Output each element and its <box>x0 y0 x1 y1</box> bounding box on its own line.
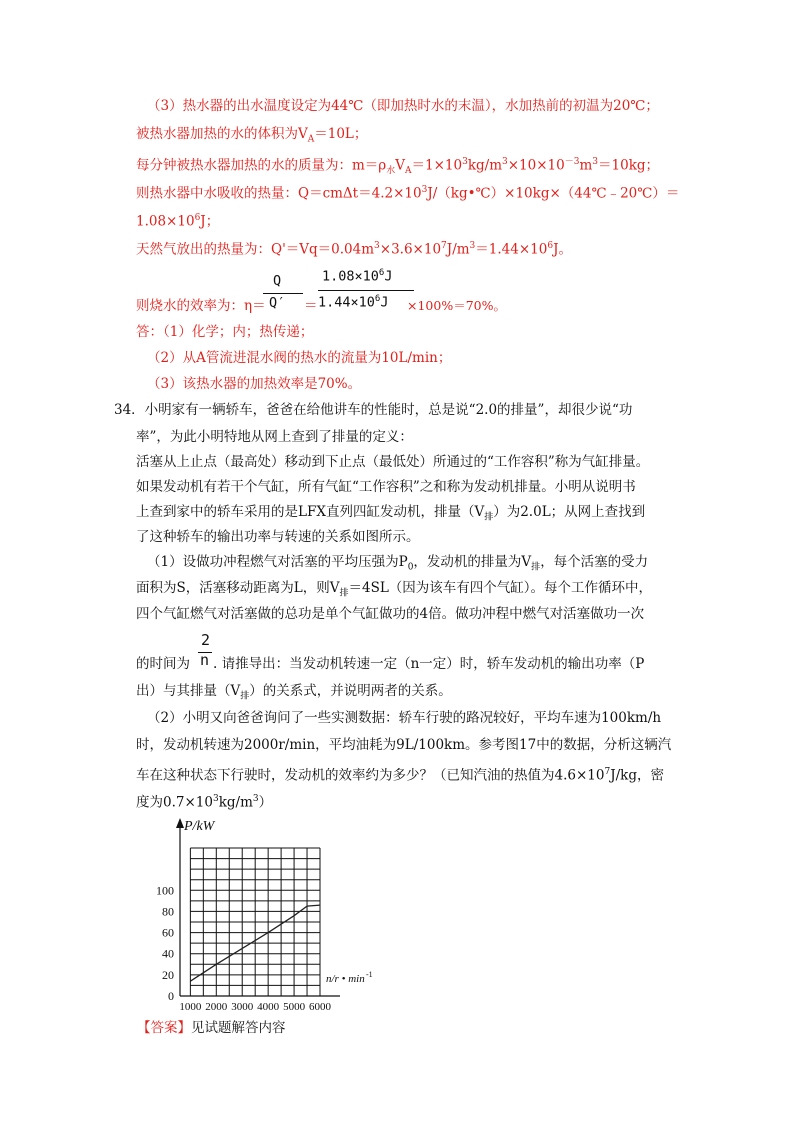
solution-text: ＝10kg； <box>598 157 660 174</box>
answer-line-1 <box>136 322 313 342</box>
answer-text: 见试题解答内容 <box>191 1020 286 1036</box>
superscript: 3 <box>462 157 468 167</box>
q34-line-6 <box>136 527 420 547</box>
q34-line-4 <box>136 477 636 497</box>
superscript: 6 <box>547 241 554 251</box>
y-axis-arrow-icon <box>176 818 184 828</box>
q34-line-9 <box>136 604 644 624</box>
solution-text: ×100%＝70%。 <box>407 298 506 313</box>
solution-text: J。 <box>553 241 572 258</box>
subscript: A <box>405 166 412 177</box>
solution-text: 天然气放出的热量为：Q'＝Vq＝0.04m <box>136 241 375 258</box>
question-text: 活塞从上止点（最高处）移动到下止点（最低处）所通过的“工作容积”称为气缸排量。 <box>136 454 650 470</box>
solution-text: （3）该热水器的加热效率是70%。 <box>147 376 362 392</box>
numerator-unit: J <box>384 268 393 285</box>
q34-line-10b <box>213 654 644 674</box>
question-text: （2）小明又向爸爸询问了一些实测数据：轿车行驶的路况较好，平均车速为100km/h <box>147 710 662 726</box>
solution-text: （3）热水器的出水温度设定为44℃（即加热时水的末温），水加热前的初温为20℃； <box>147 98 659 114</box>
subscript: 排 <box>531 562 541 573</box>
answer-line-2 <box>147 348 451 368</box>
subscript: 排 <box>240 691 250 702</box>
question-text: kg/m <box>218 794 253 811</box>
question-text: ，发动机的排量为V <box>413 554 532 570</box>
superscript: 3 <box>212 794 219 804</box>
x-tick-label: 6000 <box>309 1001 331 1013</box>
solution-text: V <box>395 157 406 174</box>
denominator-unit: J <box>380 294 389 311</box>
fraction-bar <box>318 290 414 291</box>
solution-text: ＝1×10 <box>411 157 463 174</box>
q34-line-2 <box>136 427 413 447</box>
q34-line-14 <box>136 762 664 786</box>
solution-text: J； <box>200 213 220 230</box>
q34-line-15 <box>136 789 272 813</box>
x-tick-label: 5000 <box>283 1001 306 1013</box>
solution-text: m <box>579 157 593 174</box>
q34-line-13 <box>136 735 671 755</box>
y-tick-label: 20 <box>162 967 174 982</box>
solution-text: J/m <box>446 241 470 258</box>
subscript: 0 <box>407 562 414 573</box>
superscript: 6 <box>378 268 385 278</box>
question-text: 四个气缸燃气对活塞做的总功是单个气缸做功的4倍。做功冲程中燃气对活塞做功一次 <box>136 606 645 622</box>
x-axis-label-exponent: -1 <box>366 970 373 979</box>
fraction-numerator: 2 <box>201 631 211 649</box>
question-text: J/kg，密 <box>610 767 664 784</box>
answer-line-3 <box>147 374 361 394</box>
x-tick-label: 4000 <box>257 1001 280 1013</box>
subscript: 水 <box>386 166 396 177</box>
solution-line-1 <box>147 96 659 116</box>
superscript: 7 <box>441 241 447 251</box>
y-tick-label: 100 <box>156 883 174 898</box>
x-tick-label: 2000 <box>205 1001 228 1013</box>
solution-text: 被热水器加热的水的体积为V <box>136 126 308 142</box>
fraction-bar <box>263 293 303 294</box>
superscript: 7 <box>604 767 611 777</box>
question-text: 率”，为此小明特地从网上查到了排量的定义： <box>136 429 413 445</box>
fraction-numerator: Q <box>273 273 282 289</box>
solution-text: 每分钟被热水器加热的水的质量为：m＝ρ <box>136 157 387 174</box>
efficiency-label <box>136 296 266 316</box>
efficiency-result <box>407 296 506 316</box>
superscript: 3 <box>252 794 259 804</box>
solution-text: 答：（1）化学；内；热传递； <box>136 324 314 340</box>
fraction-denominator: n <box>200 651 210 669</box>
fraction-denominator: Q′ <box>269 295 286 311</box>
x-tick-label: 3000 <box>231 1001 254 1013</box>
question-text: 度为0.7×10 <box>136 794 213 811</box>
question-text: 的时间为 <box>136 656 190 672</box>
solution-text: ×10×10 <box>507 157 565 174</box>
numerator-text: 1.08×10 <box>322 268 379 285</box>
subscript: A <box>307 134 315 145</box>
question-text: （1）设做功冲程燃气对活塞的平均压强为P <box>147 554 408 570</box>
denominator-text: 1.44×10 <box>318 294 375 311</box>
q34-line-12 <box>147 708 661 728</box>
question-text: ）为2.0L；从网上查找到 <box>493 504 646 520</box>
solution-text: kg/m <box>467 157 503 174</box>
superscript: 6 <box>194 213 201 223</box>
y-axis-label: P/kW <box>184 819 215 834</box>
fraction-numerator <box>322 268 392 285</box>
solution-text: 1.08×10 <box>136 213 195 230</box>
solution-text: ×3.6×10 <box>379 241 442 258</box>
question-text: 时，发动机转速为2000r/min，平均油耗为9L/100km。参考图17中的数据，分析这辆汽 <box>136 737 672 753</box>
answer-label: 【答案】 <box>137 1020 191 1036</box>
superscript: 3 <box>469 241 476 251</box>
y-tick-label: 0 <box>168 989 174 1003</box>
superscript: 3 <box>502 157 508 167</box>
superscript: 3 <box>592 157 599 167</box>
q34-line-3 <box>136 452 649 472</box>
solution-line-3 <box>136 152 659 181</box>
solution-line-4 <box>136 180 679 204</box>
x-tick-label: 1000 <box>179 1001 202 1013</box>
question-text: ，每个活塞的受力 <box>540 554 649 570</box>
answer-footer <box>137 1018 286 1038</box>
fraction-denominator <box>318 294 388 311</box>
solution-text: J/（kg•℃）×10kg×（44℃﹣20℃）＝ <box>427 185 680 202</box>
power-vs-speed-chart <box>140 812 373 1013</box>
question-text: ）的关系式，并说明两者的关系。 <box>249 683 452 699</box>
solution-text: 则烧水的效率为：η＝ <box>136 298 266 314</box>
subscript: 排 <box>339 588 349 599</box>
q34-line-11 <box>136 681 452 707</box>
q34-line-10a <box>136 654 190 674</box>
solution-text: 则热水器中水吸收的热量：Q＝cmΔt＝4.2×10 <box>136 185 422 202</box>
y-tick-label: 60 <box>162 925 174 940</box>
y-tick-label: 40 <box>162 946 174 961</box>
superscript: 3 <box>421 185 428 195</box>
question-text: ） <box>258 794 273 811</box>
question-text: 车在这种状态下行驶时，发动机的效率约为多少？（已知汽油的热值为4.6×10 <box>136 767 605 784</box>
question-text: 如果发动机有若干个气缸，所有气缸“工作容积”之和称为发动机排量。小明从说明书 <box>136 479 636 495</box>
subscript: 排 <box>484 512 494 523</box>
solution-line-2 <box>136 124 367 150</box>
q34-line-5 <box>136 502 645 528</box>
question-text: 面积为S，活塞移动距离为L，则V <box>136 580 340 596</box>
question-text: 了这种轿车的输出功率与转速的关系如图所示。 <box>136 529 420 545</box>
superscript: －3 <box>564 157 580 167</box>
question-text: 出）与其排量（V <box>136 683 241 699</box>
superscript: 6 <box>374 294 381 304</box>
question-text: ＝4SL（因为该车有四个气缸）。每个工作循环中， <box>348 580 653 596</box>
question-text: 上查到家中的轿车采用的是LFX直列四缸发动机，排量（V <box>136 504 485 520</box>
question-text: 34．小明家有一辆轿车，爸爸在给他讲车的性能时，总是说“2.0的排量”，却很少说“功 <box>114 402 633 418</box>
y-tick-label: 80 <box>162 904 174 919</box>
q34-line-8 <box>136 578 652 604</box>
x-axis-label: n/r • min <box>326 973 365 985</box>
solution-text: ＝10L； <box>314 126 368 142</box>
superscript: 3 <box>374 241 380 251</box>
solution-text: （2）从A管流进混水阀的热水的流量为10L/min； <box>147 350 452 366</box>
question-text: . 请推导出：当发动机转速一定（n一定）时，轿车发动机的输出功率（P <box>213 656 645 672</box>
solution-line-5 <box>136 208 219 232</box>
solution-text: ＝1.44×10 <box>475 241 548 258</box>
equals-sign: ＝ <box>304 298 318 314</box>
q34-line-7 <box>147 552 648 578</box>
solution-line-6 <box>136 236 572 260</box>
q34-line-1 <box>114 400 632 420</box>
